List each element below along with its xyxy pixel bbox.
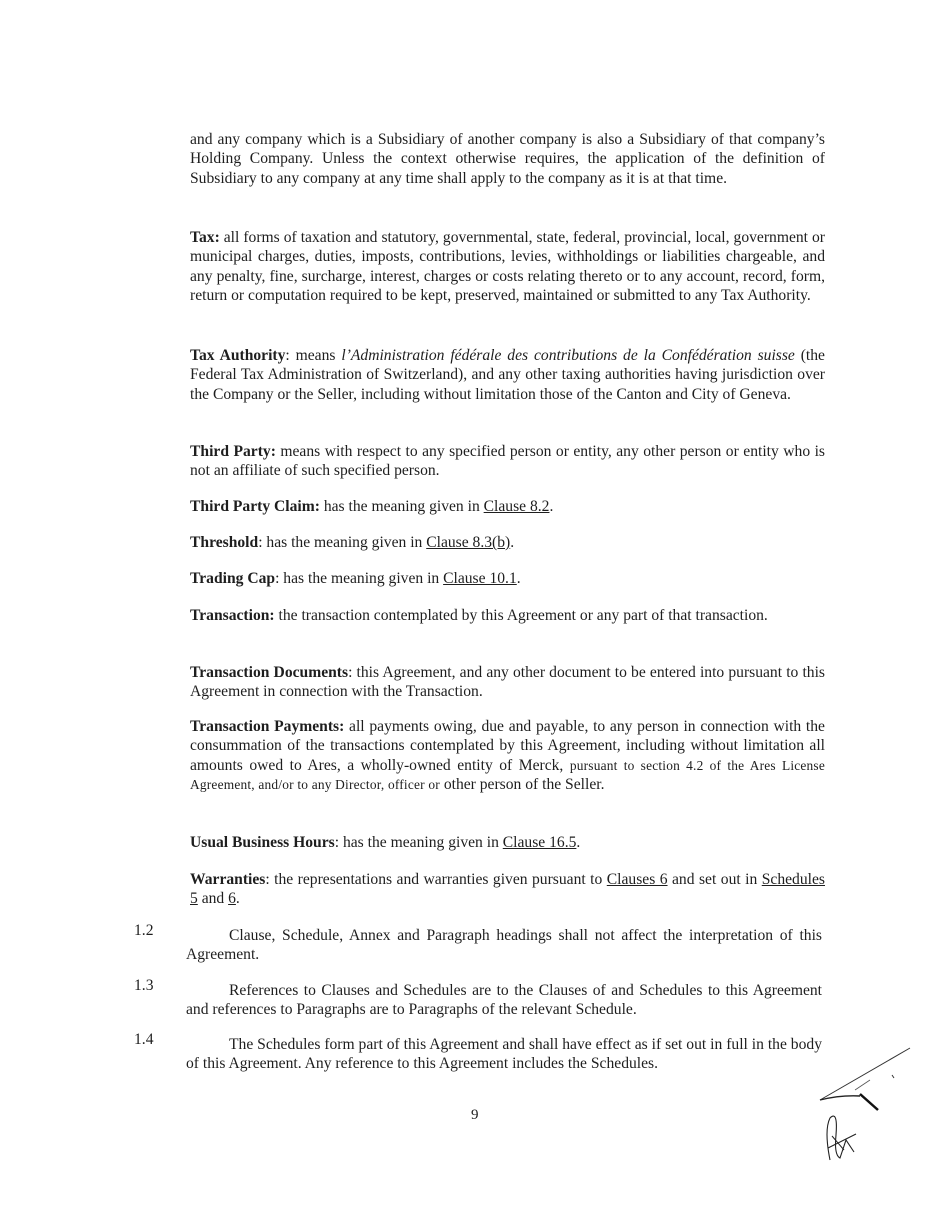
definition-term: Third Party: [190, 443, 276, 460]
clause-1-3: References to Clauses and Schedules are to the Clauses of and Schedules to this Agreement and references to Paragraphs are to Paragraphs of the relevant Schedule. [186, 982, 822, 1019]
definition-term: Tax: [190, 229, 220, 246]
definition-trading-cap [190, 569, 825, 588]
schedule-reference-link[interactable]: 6 [228, 890, 236, 908]
definition-transaction-payments [190, 717, 825, 795]
definition-third-party-claim [190, 497, 825, 516]
clause-reference-link[interactable]: Clause 8.2 [483, 498, 550, 515]
page-number: 9 [471, 1107, 479, 1123]
clause-number: 1.3 [134, 977, 154, 994]
definition-term: Third Party Claim: [190, 498, 320, 515]
clause-reference-link[interactable]: Clause 16.5 [502, 834, 577, 851]
definition-text: has the meaning given in [319, 498, 484, 515]
definition-term: Transaction: [190, 607, 275, 624]
clause-reference-link[interactable]: Clauses 6 [606, 871, 668, 888]
clause-1-4: The Schedules form part of this Agreement and shall have effect as if set out in full in the body of this Agreement. Any reference to this Agreement includes the Schedules. [186, 1036, 822, 1073]
clause-1-2: Clause, Schedule, Annex and Paragraph headings shall not affect the interpretation of this Agreement. [186, 927, 822, 964]
definition-text: : has the meaning given in [275, 570, 444, 587]
intro-paragraph: and any company which is a Subsidiary of another company is also a Subsidiary of that company’s Holding Company. Unless the context otherwise requires, the application of the definition of Subsidiary to any company at any time shall apply to the company as it is at that time. [190, 131, 825, 187]
definition-term: Transaction Payments: [190, 718, 345, 735]
definition-term: Tax Authority [190, 347, 286, 364]
definition-text: all payments owing, due and payable, to any person in connection with the consummation of the transactions contemplated by this Agreement, including without limitation all amounts owed to Ares, a wholly-owned entity of Merck, [190, 718, 825, 774]
definition-tax-authority [190, 346, 825, 404]
definition-transaction-documents [190, 663, 825, 702]
definition-text: means with respect to any specified person or entity, any other person or entity who is not an affiliate of such specified person. [190, 443, 825, 480]
punctuation: . [549, 498, 554, 515]
definition-text: : has the meaning given in [258, 534, 427, 551]
definition-term: Transaction Documents [190, 664, 349, 681]
punctuation: . [510, 534, 515, 551]
definition-term: Warranties [190, 871, 266, 888]
definition-term: Threshold [190, 534, 259, 551]
definition-threshold [190, 533, 825, 552]
punctuation: . [576, 834, 581, 851]
definition-usual-business-hours [190, 833, 825, 852]
definition-term: Usual Business Hours [190, 834, 335, 851]
punctuation: . [516, 570, 521, 587]
definition-text: : has the meaning given in [334, 834, 503, 851]
definition-warranties [190, 870, 825, 909]
punctuation: . [235, 890, 240, 908]
definition-text: : this Agreement, and any other document to be entered into pursuant to this Agreement in connection with the Transaction. [190, 664, 825, 701]
definition-third-party [190, 442, 825, 481]
definition-text: the transaction contemplated by this Agreement or any part of that transaction. [274, 607, 768, 624]
signature-initials-icon [810, 1040, 930, 1170]
clause-reference-link[interactable]: Clause 8.3(b) [426, 534, 511, 551]
clause-reference-link[interactable]: Clause 10.1 [443, 570, 517, 587]
clause-number: 1.2 [134, 922, 154, 939]
definition-tax [190, 228, 825, 306]
definition-text: : the representations and warranties given pursuant to [265, 871, 607, 888]
definition-text: and set out in [667, 871, 762, 888]
definition-text: other person of the Seller. [443, 776, 605, 794]
clause-number: 1.4 [134, 1031, 154, 1048]
definition-small-text: pursuant to section 4.2 of the Ares License Agreement, and/or to any Director, officer or [190, 757, 825, 793]
definition-text: : means [285, 347, 342, 364]
definition-term: Trading Cap [190, 570, 276, 587]
definition-text: (the Federal Tax Administration of Switzerland), and any other taxing authorities having jurisdiction over the Company or the Seller, including without limitation those of the Canton and City of Geneva. [190, 347, 825, 403]
definition-transaction [190, 606, 825, 625]
definition-text: and [197, 890, 229, 908]
definition-text: all forms of taxation and statutory, governmental, state, federal, provincial, local, government or municipal charges, duties, imposts, contributions, levies, withholdings or liabilities chargeable, and any penalty, fine, surcharge, interest, charges or costs relating thereto or to any account, record, form, return or computation required to be kept, preserved, maintained or submitted to any Tax Authority. [190, 229, 825, 305]
definition-italic-text: l’Administration fédérale des contributions de la Confédération suisse [341, 347, 795, 364]
schedule-reference-link[interactable]: Schedules 5 [190, 871, 825, 908]
